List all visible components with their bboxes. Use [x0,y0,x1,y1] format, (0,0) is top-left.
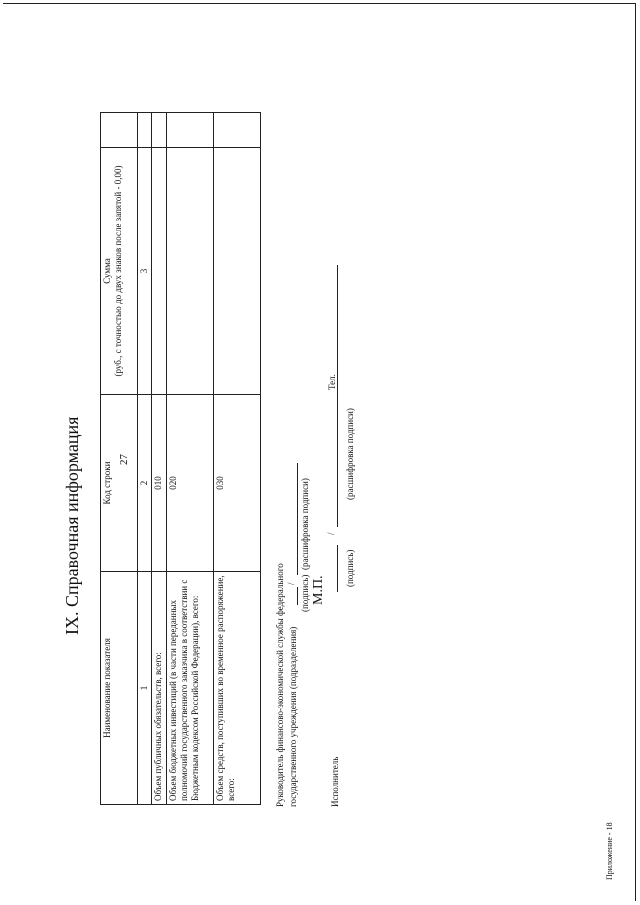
executor-decode-caption: (расшифровка подписи) [345,408,355,500]
head-signature-caption: (подпись) [300,574,310,612]
phone-label: Тел. [327,374,337,390]
header-indicator-name: Наименование показателя [101,572,138,805]
row-sum-cell [152,148,166,395]
column-number-3: 3 [138,148,152,395]
phone-line [337,265,338,370]
column-number-2: 2 [138,395,152,572]
appendix-footer: Приложение - 18 [605,822,614,880]
section-title: IX. Справочная информация [62,416,82,635]
column-number-row [138,113,152,805]
head-title-line-2: государственного учреждения (подразделения) [288,626,298,807]
row-sum-cell [166,148,213,395]
table-row [152,113,166,805]
head-decode-caption: (расшифровка подписи) [300,478,310,570]
header-sum-title: Сумма [102,258,112,284]
executor-signature-slash: / [326,532,336,535]
row-code: 030 [213,395,260,572]
executor-signature-line [337,545,338,592]
header-sum-note: (руб., с точностью до двух знаков после запятой - 0,00) [113,165,124,377]
head-decode-line [297,463,298,575]
reference-info-table [100,112,261,805]
header-sum [101,148,138,395]
table-row [213,113,260,805]
table-row [166,113,213,805]
head-signature-line [297,587,298,605]
stamp-placeholder: М.П. [311,575,326,605]
executor-label: Исполнитель [330,756,340,807]
column-number-1: 1 [138,572,152,805]
row-name: Объем средств, поступивших во временное распоряжение, всего: [213,572,260,805]
header-line-code: Код строки [101,395,138,572]
row-sum-cell [213,148,260,395]
head-title-line-1: Руководитель финансово-экономической службы федерального [275,563,285,807]
page-number: 27 [118,454,130,465]
row-code: 010 [152,395,166,572]
executor-signature-caption: (подпись) [345,549,355,587]
head-signature-slash: / [286,582,296,585]
row-name: Объем публичных обязательств, всего: [152,572,166,805]
row-code: 020 [166,395,213,572]
table-header-row [101,113,138,805]
row-name: Объем бюджетных инвестиций (в части переданных полномочий государственного заказчика в соответствии с Бюджетным кодексом Российской Федерации), всего: [166,572,213,805]
